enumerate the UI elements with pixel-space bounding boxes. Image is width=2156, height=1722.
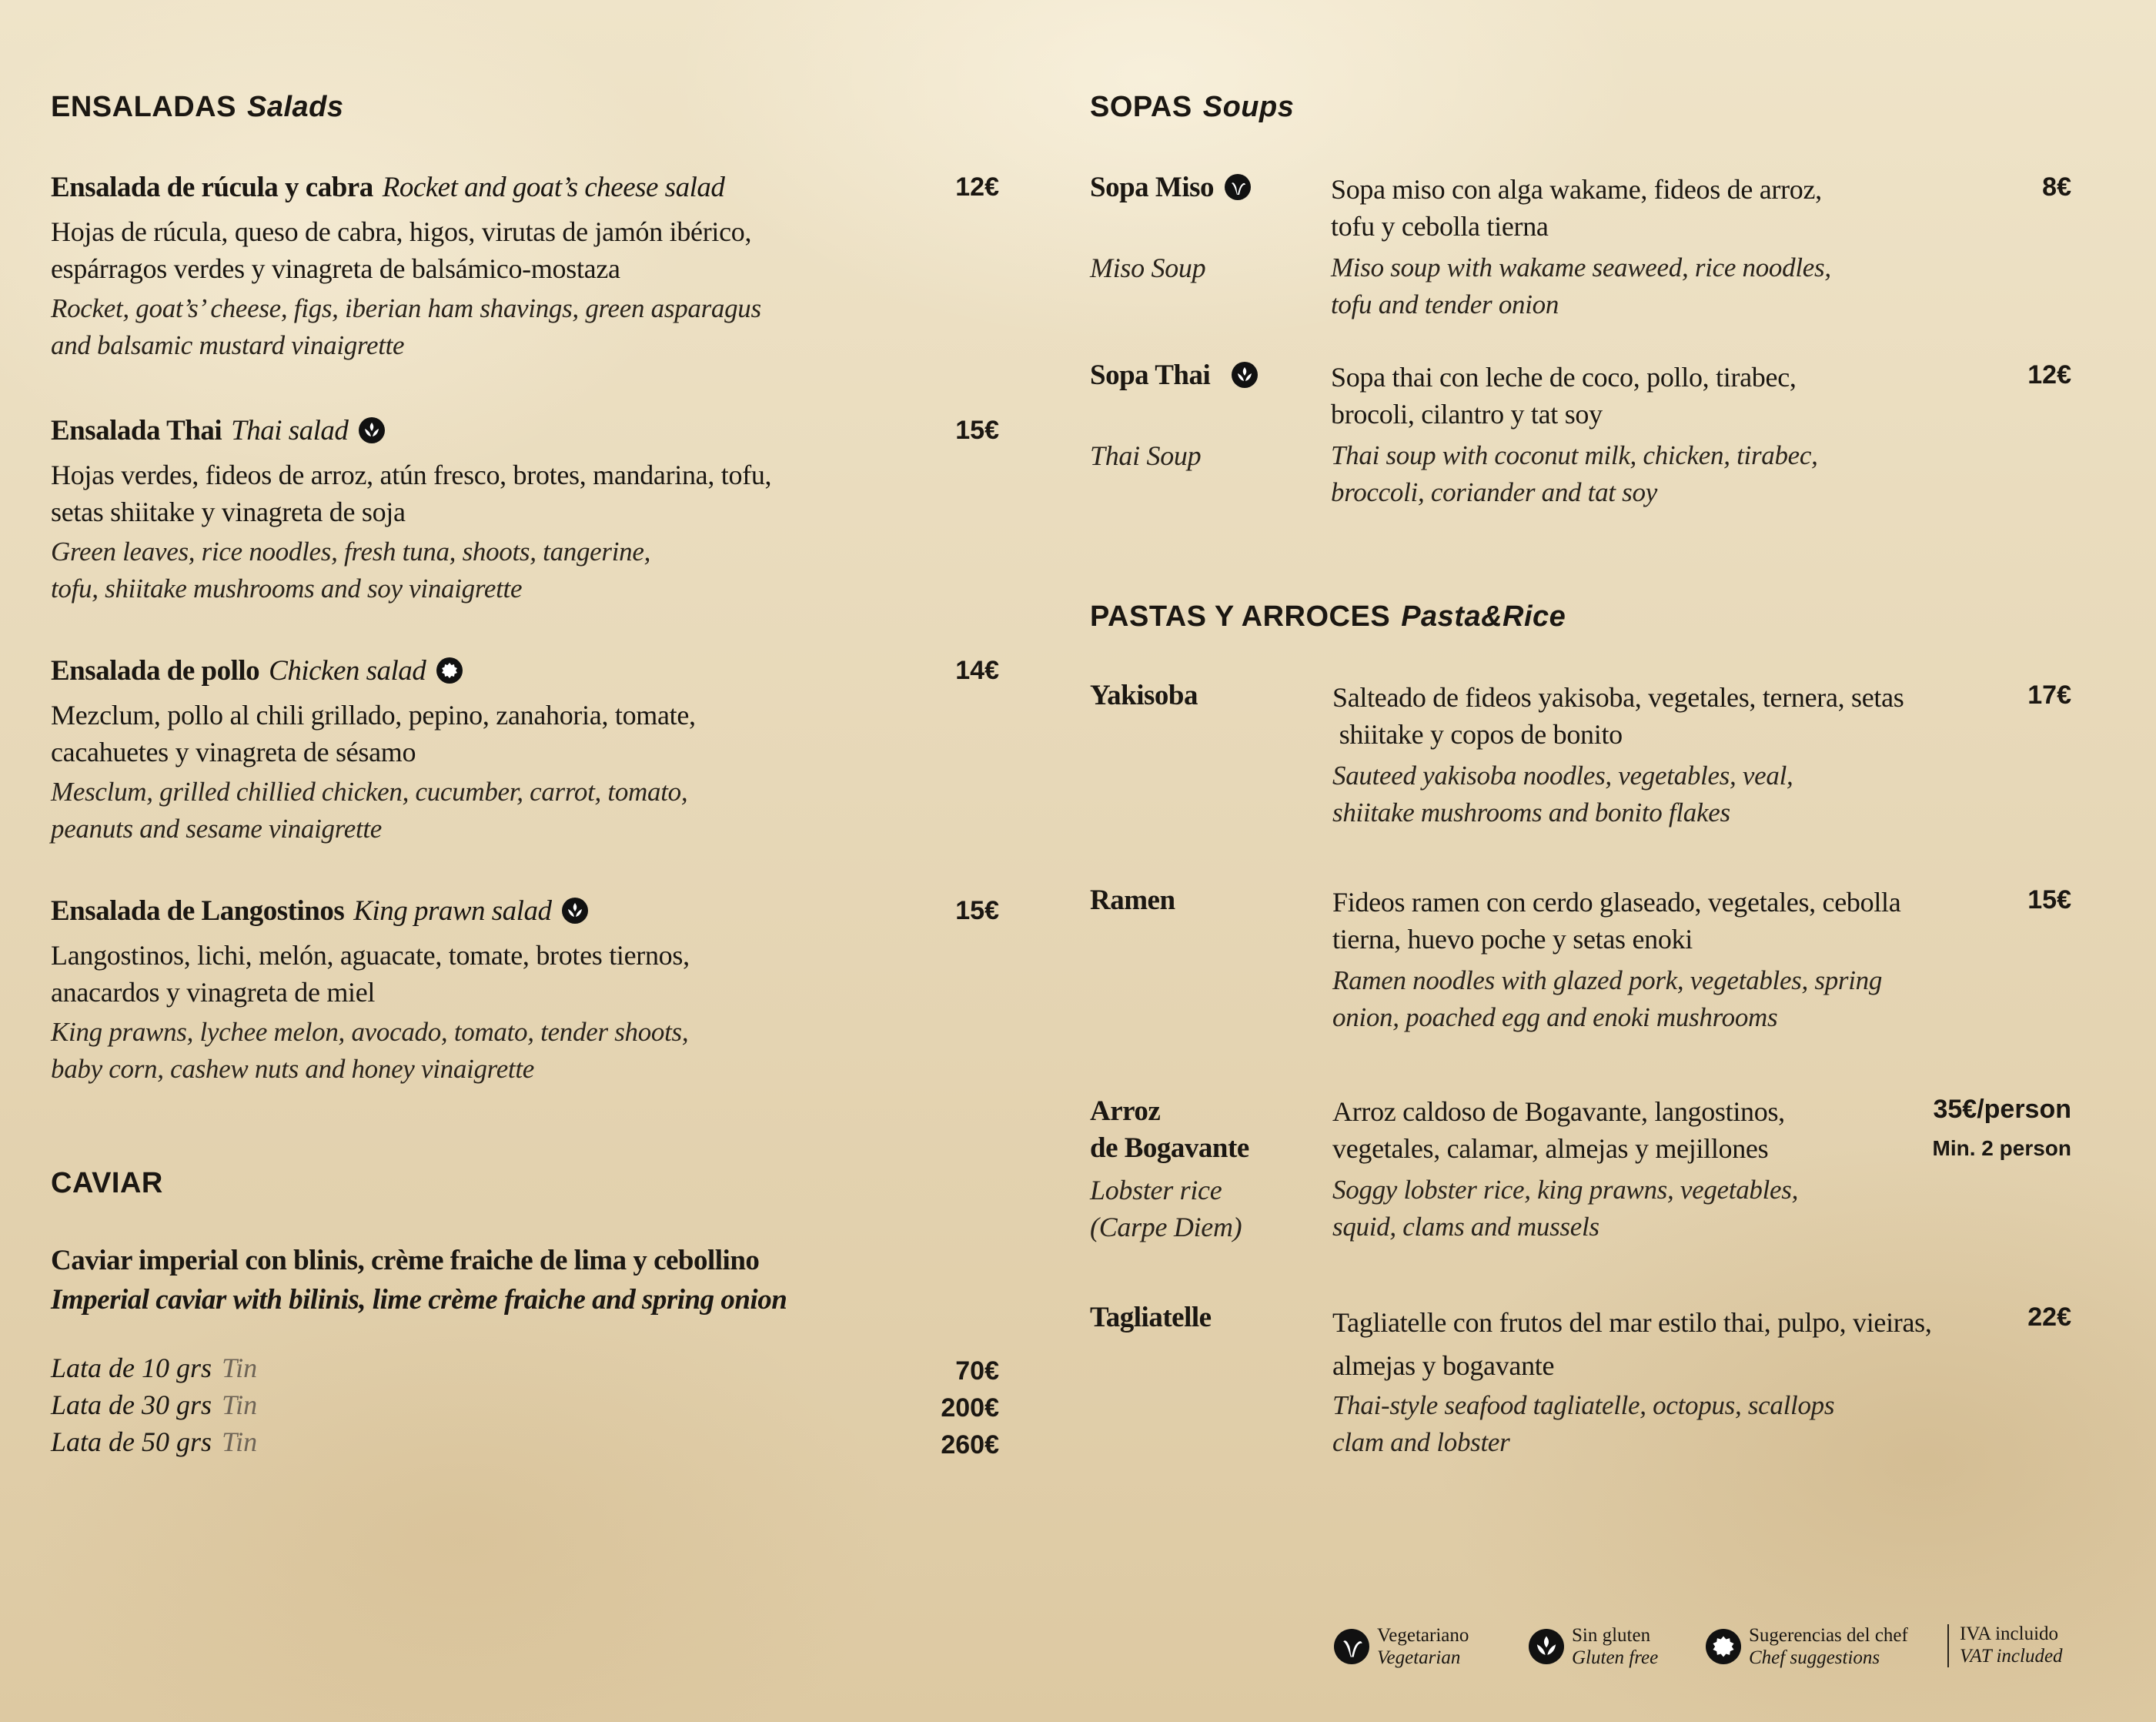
item-name-en: Thai Soup <box>1090 440 1202 471</box>
section-title-pasta-rice <box>1090 600 1566 634</box>
menu-item-miso-soup <box>1090 171 2071 333</box>
section-title-es: ENSALADAS <box>51 91 236 123</box>
item-name-en: Rocket and goat’s cheese salad <box>382 172 725 203</box>
desc-line: tierna, huevo poche y setas enoki <box>1332 924 1693 955</box>
item-name <box>1090 1093 1249 1246</box>
desc-line: shiitake mushrooms and bonito flakes <box>1332 797 1730 828</box>
item-description-es <box>1332 1093 1871 1167</box>
tin-label-en: Tin <box>222 1389 258 1420</box>
section-title-en: Pasta&Rice <box>1401 600 1566 633</box>
section-title-en: Soups <box>1202 91 1295 123</box>
desc-line: Ramen noodles with glazed pork, vegetables, spring <box>1332 965 1883 995</box>
tin-label-en: Tin <box>222 1426 258 1457</box>
item-description-en <box>51 774 999 848</box>
caviar-tin-list <box>51 1352 999 1463</box>
item-name-en: Miso Soup <box>1090 252 1206 283</box>
tin-label: Lata de 50 grs <box>51 1426 212 1457</box>
item-description-es <box>1332 1301 2010 1387</box>
item-price: 15€ <box>955 896 999 925</box>
item-name-es: Ensalada de Langostinos <box>51 895 345 927</box>
menu-item-chicken-salad <box>51 654 999 848</box>
item-name-es: Tagliatelle <box>1090 1302 1212 1333</box>
menu-item-thai-soup <box>1090 359 2071 520</box>
desc-line: and balsamic mustard vinaigrette <box>51 330 405 360</box>
desc-line: onion, poached egg and enoki mushrooms <box>1332 1002 1778 1032</box>
menu-item-thai-salad <box>51 414 999 607</box>
legend-item-gluten-free <box>1529 1624 1658 1669</box>
item-name-text: Sopa Miso <box>1090 172 1215 203</box>
gluten-free-icon <box>1529 1629 1564 1664</box>
item-name-en: Thai salad <box>231 415 349 446</box>
legend-label-es: Sugerencias del chef <box>1749 1625 1908 1646</box>
item-name-es-line: de Bogavante <box>1090 1132 1249 1164</box>
tin-label: Lata de 10 grs <box>51 1353 212 1383</box>
caviar-tin-row <box>51 1352 999 1389</box>
item-description-en <box>1332 1172 1871 1246</box>
section-title-caviar: CAVIAR <box>51 1167 163 1199</box>
desc-line: squid, clams and mussels <box>1332 1212 1599 1242</box>
item-description-es <box>51 456 999 530</box>
vat-note-en: VAT included <box>1960 1646 2063 1667</box>
desc-line: King prawns, lychee melon, avocado, tomato, tender shoots, <box>51 1017 689 1047</box>
menu-item-lobster-rice <box>1090 1093 2071 1262</box>
item-price: 15€ <box>955 416 999 445</box>
legend-label <box>1572 1624 1658 1669</box>
desc-line: vegetales, calamar, almejas y mejillones <box>1332 1133 1769 1164</box>
desc-line: tofu and tender onion <box>1331 289 1559 319</box>
legend-label-en: Vegetarian <box>1377 1647 1461 1668</box>
item-description-es <box>1331 359 1916 433</box>
desc-line: Hojas de rúcula, queso de cabra, higos, virutas de jamón ibérico, <box>51 216 752 247</box>
menu-item-yakisoba <box>1090 679 2071 848</box>
desc-line: Salteado de fideos yakisoba, vegetales, ternera, setas <box>1332 682 1904 713</box>
caviar-tin-row <box>51 1426 999 1463</box>
vat-note <box>1960 1623 2063 1667</box>
gluten-free-icon <box>1232 362 1258 388</box>
desc-line: tofu y cebolla tierna <box>1331 211 1549 242</box>
item-description-es <box>1332 679 2010 753</box>
item-description-en <box>1332 962 2010 1036</box>
legend-item-vegetarian <box>1334 1624 1469 1669</box>
item-price: 22€ <box>2027 1302 2071 1332</box>
desc-line: Hojas verdes, fideos de arroz, atún fresco, brotes, mandarina, tofu, <box>51 460 772 490</box>
tin-price: 70€ <box>955 1356 999 1386</box>
legend-label-en: Chef suggestions <box>1749 1647 1880 1668</box>
item-name-es <box>1090 171 1251 204</box>
item-price: 12€ <box>2027 360 2071 390</box>
desc-line: espárragos verdes y vinagreta de balsámico-mostaza <box>51 253 620 284</box>
item-description-es <box>51 213 999 287</box>
gluten-free-icon <box>562 898 588 924</box>
item-description-en <box>51 533 999 607</box>
item-price: 14€ <box>955 656 999 685</box>
section-title-salads <box>51 91 344 124</box>
desc-line: Green leaves, rice noodles, fresh tuna, shoots, tangerine, <box>51 537 651 567</box>
desc-line: Sauteed yakisoba noodles, vegetables, veal, <box>1332 761 1793 791</box>
vegetarian-icon <box>1225 174 1251 200</box>
legend-label-es: Sin gluten <box>1572 1625 1651 1646</box>
item-description-en <box>51 290 999 364</box>
item-name-es: Ensalada Thai <box>51 415 222 446</box>
item-name-es-line: Arroz <box>1090 1095 1161 1127</box>
item-description <box>1331 359 1916 511</box>
item-description-en <box>1332 757 2010 831</box>
section-title-es: SOPAS <box>1090 91 1192 123</box>
desc-line: Tagliatelle con frutos del mar estilo thai, pulpo, vieiras, <box>1332 1307 1932 1338</box>
item-name-es: Ramen <box>1090 884 1175 916</box>
desc-line: Thai soup with coconut milk, chicken, tirabec, <box>1331 440 1818 470</box>
item-description <box>1332 679 2010 831</box>
item-name-text: Sopa Thai <box>1090 359 1211 391</box>
desc-line: Mezclum, pollo al chili grillado, pepino, zanahoria, tomate, <box>51 700 696 731</box>
item-name <box>51 414 999 447</box>
desc-line: Langostinos, lichi, melón, aguacate, tomate, brotes tiernos, <box>51 940 690 971</box>
menu-item-ramen <box>1090 884 2071 1053</box>
gluten-free-icon <box>359 417 385 443</box>
caviar-desc-es: Caviar imperial con blinis, crème fraiche de lima y cebollino <box>51 1245 760 1276</box>
item-description-en <box>51 1014 999 1088</box>
item-name-es: Ensalada de pollo <box>51 655 260 687</box>
caviar-desc-en: Imperial caviar with bilinis, lime crème fraiche and spring onion <box>51 1284 787 1316</box>
desc-line: Arroz caldoso de Bogavante, langostinos, <box>1332 1096 1785 1127</box>
desc-line: Thai-style seafood tagliatelle, octopus, scallops <box>1332 1390 1835 1420</box>
legend-label <box>1749 1624 1908 1669</box>
legend-item-chef-suggestions <box>1706 1624 1908 1669</box>
item-name-es: Ensalada de rúcula y cabra <box>51 172 373 203</box>
desc-line: baby corn, cashew nuts and honey vinaigrette <box>51 1054 535 1084</box>
desc-line: Sopa miso con alga wakame, fideos de arroz, <box>1331 174 1822 205</box>
chef-suggestion-icon <box>436 657 463 684</box>
item-price: 17€ <box>2027 680 2071 710</box>
item-description <box>1332 1093 1871 1246</box>
item-description <box>1331 171 1916 323</box>
desc-line: anacardos y vinagreta de miel <box>51 977 376 1008</box>
legend-label-es: Vegetariano <box>1377 1625 1469 1646</box>
desc-line: Fideos ramen con cerdo glaseado, vegetales, cebolla <box>1332 887 1901 918</box>
desc-line: tofu, shiitake mushrooms and soy vinaigrette <box>51 573 523 604</box>
item-name-es <box>1090 359 1258 392</box>
item-price-note: Min. 2 person <box>1932 1136 2071 1160</box>
desc-line: Miso soup with wakame seaweed, rice noodles, <box>1331 252 1831 283</box>
item-price: 8€ <box>2042 172 2071 202</box>
item-name-en-line: Lobster rice <box>1090 1175 1222 1205</box>
desc-line: Mesclum, grilled chillied chicken, cucumber, carrot, tomato, <box>51 777 688 807</box>
desc-line: brocoli, cilantro y tat soy <box>1331 399 1603 430</box>
menu-item-rucula-salad <box>51 171 999 364</box>
desc-line: broccoli, coriander and tat soy <box>1331 477 1657 507</box>
caviar-description <box>51 1244 787 1316</box>
item-description-en <box>1332 1387 2010 1461</box>
section-title-es: PASTAS Y ARROCES <box>1090 600 1391 633</box>
chef-suggestion-icon <box>1706 1629 1741 1664</box>
item-description-es <box>51 697 999 771</box>
vat-note-es: IVA incluido <box>1960 1623 2059 1644</box>
tin-price: 200€ <box>941 1393 999 1423</box>
item-name <box>51 171 999 204</box>
desc-line: Soggy lobster rice, king prawns, vegetables, <box>1332 1175 1799 1205</box>
tin-label-en: Tin <box>222 1353 258 1383</box>
menu-item-king-prawn-salad <box>51 894 999 1088</box>
caviar-tin-row <box>51 1389 999 1426</box>
item-name-en: King prawn salad <box>353 895 552 927</box>
desc-line: Sopa thai con leche de coco, pollo, tirabec, <box>1331 362 1797 393</box>
tin-price: 260€ <box>941 1430 999 1460</box>
item-description-en <box>1331 249 1916 323</box>
legend-label-en: Gluten free <box>1572 1647 1659 1668</box>
desc-line: peanuts and sesame vinaigrette <box>51 814 383 844</box>
desc-line: clam and lobster <box>1332 1427 1510 1457</box>
item-name-en-line: (Carpe Diem) <box>1090 1212 1242 1242</box>
tin-label: Lata de 30 grs <box>51 1389 212 1420</box>
legend-label <box>1377 1624 1469 1669</box>
item-description <box>1332 884 2010 1036</box>
item-description-en <box>1331 437 1916 511</box>
item-name <box>51 654 999 687</box>
legend-divider <box>1947 1624 1949 1667</box>
item-description-es <box>1331 171 1916 245</box>
vegetarian-icon <box>1334 1629 1369 1664</box>
item-name-es: Yakisoba <box>1090 680 1198 711</box>
item-name <box>51 894 999 928</box>
desc-line: Rocket, goat’s’ cheese, figs, iberian ham shavings, green asparagus <box>51 293 761 323</box>
item-name-en: Chicken salad <box>269 655 426 687</box>
item-description <box>1332 1301 2010 1461</box>
desc-line: shiitake y copos de bonito <box>1332 719 1623 750</box>
item-description-es <box>1332 884 2010 958</box>
section-title-en: Salads <box>246 91 344 123</box>
desc-line: cacahuetes y vinagreta de sésamo <box>51 737 416 767</box>
section-title-soups <box>1090 91 1294 124</box>
item-price: 12€ <box>955 172 999 202</box>
item-price: 15€ <box>2027 885 2071 914</box>
item-price: 35€/person <box>1933 1095 2071 1124</box>
item-description-es <box>51 937 999 1011</box>
menu-item-tagliatelle <box>1090 1301 2071 1470</box>
desc-line: setas shiitake y vinagreta de soja <box>51 497 406 527</box>
desc-line: almejas y bogavante <box>1332 1350 1555 1381</box>
